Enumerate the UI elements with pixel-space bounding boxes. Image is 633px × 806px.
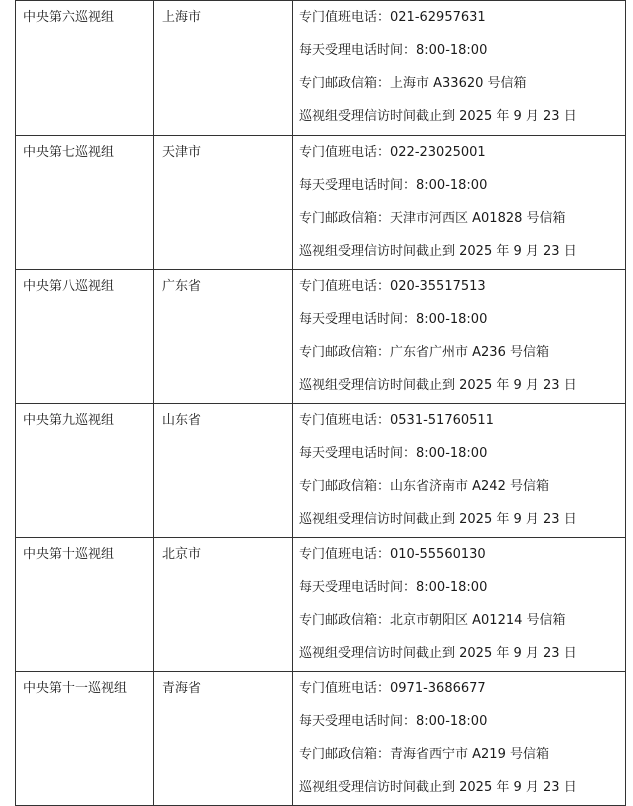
table-row bbox=[16, 672, 626, 806]
contact-info-cell bbox=[293, 538, 626, 672]
deadline-line: 巡视组受理信访时间截止到 2025 年 9 月 23 日 bbox=[299, 109, 577, 124]
region-cell: 天津市 bbox=[154, 136, 293, 270]
contact-info-cell bbox=[293, 136, 626, 270]
mailbox-line: 专门邮政信箱：天津市河西区 A01828 号信箱 bbox=[299, 211, 566, 226]
table-row bbox=[16, 404, 626, 538]
deadline-line: 巡视组受理信访时间截止到 2025 年 9 月 23 日 bbox=[299, 378, 577, 393]
region-cell: 山东省 bbox=[154, 404, 293, 538]
phone-line: 专门值班电话：020-35517513 bbox=[299, 279, 486, 294]
deadline-line: 巡视组受理信访时间截止到 2025 年 9 月 23 日 bbox=[299, 646, 577, 661]
region-cell: 广东省 bbox=[154, 270, 293, 404]
mailbox-line: 专门邮政信箱：山东省济南市 A242 号信箱 bbox=[299, 479, 549, 494]
phone-line: 专门值班电话：021-62957631 bbox=[299, 10, 486, 25]
hours-line: 每天受理电话时间：8:00-18:00 bbox=[299, 446, 488, 461]
phone-line: 专门值班电话：0531-51760511 bbox=[299, 413, 494, 428]
contact-info-cell bbox=[293, 270, 626, 404]
phone-line: 专门值班电话：010-55560130 bbox=[299, 547, 486, 562]
group-name-cell: 中央第六巡视组 bbox=[16, 1, 154, 136]
hours-line: 每天受理电话时间：8:00-18:00 bbox=[299, 312, 488, 327]
deadline-line: 巡视组受理信访时间截止到 2025 年 9 月 23 日 bbox=[299, 780, 577, 795]
deadline-line: 巡视组受理信访时间截止到 2025 年 9 月 23 日 bbox=[299, 512, 577, 527]
group-name-cell: 中央第七巡视组 bbox=[16, 136, 154, 270]
inspection-contact-table bbox=[15, 0, 626, 806]
group-name-cell: 中央第八巡视组 bbox=[16, 270, 154, 404]
table-row bbox=[16, 136, 626, 270]
mailbox-line: 专门邮政信箱：广东省广州市 A236 号信箱 bbox=[299, 345, 549, 360]
contact-info-cell bbox=[293, 672, 626, 806]
mailbox-line: 专门邮政信箱：北京市朝阳区 A01214 号信箱 bbox=[299, 613, 566, 628]
contact-info-cell bbox=[293, 404, 626, 538]
group-name-cell: 中央第九巡视组 bbox=[16, 404, 154, 538]
mailbox-line: 专门邮政信箱：上海市 A33620 号信箱 bbox=[299, 76, 527, 91]
table-row bbox=[16, 1, 626, 136]
hours-line: 每天受理电话时间：8:00-18:00 bbox=[299, 178, 488, 193]
hours-line: 每天受理电话时间：8:00-18:00 bbox=[299, 580, 488, 595]
region-cell: 北京市 bbox=[154, 538, 293, 672]
phone-line: 专门值班电话：022-23025001 bbox=[299, 145, 486, 160]
hours-line: 每天受理电话时间：8:00-18:00 bbox=[299, 714, 488, 729]
hours-line: 每天受理电话时间：8:00-18:00 bbox=[299, 43, 488, 58]
region-cell: 上海市 bbox=[154, 1, 293, 136]
table-row bbox=[16, 538, 626, 672]
table-row bbox=[16, 270, 626, 404]
phone-line: 专门值班电话：0971-3686677 bbox=[299, 681, 486, 696]
region-cell: 青海省 bbox=[154, 672, 293, 806]
contact-info-cell bbox=[293, 1, 626, 136]
mailbox-line: 专门邮政信箱：青海省西宁市 A219 号信箱 bbox=[299, 747, 549, 762]
group-name-cell: 中央第十一巡视组 bbox=[16, 672, 154, 806]
deadline-line: 巡视组受理信访时间截止到 2025 年 9 月 23 日 bbox=[299, 244, 577, 259]
group-name-cell: 中央第十巡视组 bbox=[16, 538, 154, 672]
